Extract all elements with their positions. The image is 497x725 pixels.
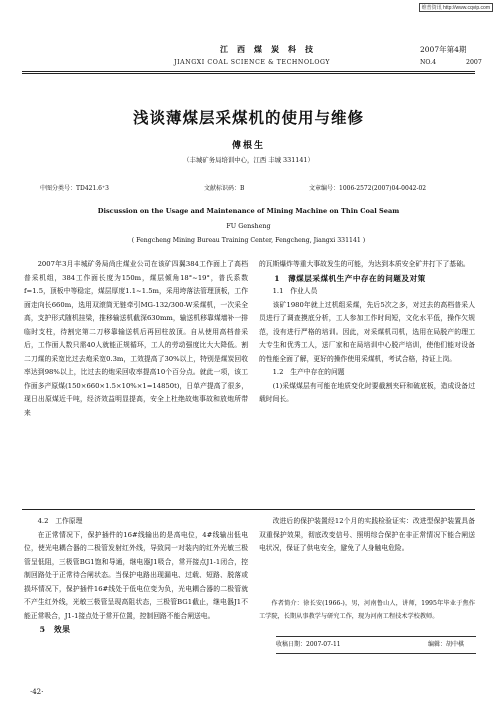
footer-rule	[276, 636, 476, 637]
section-1-2-paragraph: (1)采煤煤层有可能在地质变化时要截割夹矸和破底板，造成设备过载时间长。	[259, 381, 475, 404]
received-date: 收稿日期：2007-07-11	[276, 641, 341, 648]
page-number: ·42·	[30, 688, 44, 696]
section-1-1-heading: 1.1 作业人员	[272, 287, 318, 296]
bottom-left-column	[24, 515, 248, 685]
section-1-heading: 1 薄煤层采煤机生产中存在的问题及对策	[274, 273, 426, 283]
author-bio: 作者简介：徐长安(1966-)，男，河南鲁山人，讲师，1995年毕业于焦作工学院，长期从事教学与研究工作，现为河南工程技术学校教师。	[259, 600, 475, 620]
number-label: NO.4	[420, 59, 437, 66]
conclusion-paragraph: 改进后的保护装置经12个月的实践检验证实：改进型保护装置具备双重保护效果，彻底改变信号、照明综合保护在非正常情况下能合闸送电状况，保证了供电安全，避免了人身触电危险。	[259, 517, 475, 553]
section-4-2-heading: 4.2 工作原理	[37, 517, 83, 525]
section-4-2-paragraph: 在正常情况下，保护插件的16#线输出的是高电位，4#线输出低电位，使光电耦合器的二极管发射红外线，导致同一对装内的红外光敏三极管呈低阻，三极管BG1饱和导通，继电器J1吸合，常开接点J1-1闭合，控制回路处于正常待合闸状态。当保护电路出现漏电、过载、短路、脱落或损坏情况下，保护插件16#线处于低电位变为负，光电耦合器的二极管就不产生红外线，光敏三极管呈现高阻状态，三极管BG1截止，继电器J1不能正常吸合，J1-1接点处于常开位置，控制回路不能合闸送电。	[24, 530, 248, 620]
section-1-1-paragraph: 该矿1980年就上过机组采煤，先后5次之多，对过去的高档普采人员进行了调查摸底分析，工人参加工作时间短，文化水平低，操作欠规范，没有进行严格的培训。因此，对采煤机司机，选用在局脱产的理工大专生和优秀工人，送厂家和在局培训中心脱产培训，使他们能对设备的性能全面了解，更好的操作使用采煤机，考试合格，持证上岗。	[259, 300, 475, 363]
section-1-2-heading: 1.2 生产中存在的问题	[272, 368, 345, 377]
watermark: 维普资讯 http://www.cqvip.com	[419, 3, 493, 12]
left-column	[24, 258, 248, 494]
bottom-right-column	[259, 515, 475, 595]
intro-paragraph: 2007年3月丰城矿务局尚庄煤业公司在该矿四翼384工作面上了高档普采机组，384工作面长度为150m，煤层倾角18°~19°，普氏系数f=1.5，顶板中等稳定，煤层厚度1.1~1.5m，采用垮落法管理顶板，工作面走向长660m，选用双滚筒无链牵引MG-132/300-W采煤机，一次采全高，支护形式随机挂梁，推移输送机截深630mm，输送机移靠煤墙补一排临时支柱，待割完第二刀移靠输送机后再回柱放顶。自从使用高档普采后，工作面人数只需40人就能正规循环，工人的劳动强度比大大降低。割二刀煤的采宽比过去炮采宽0.3m，工效提高了30%以上，特别是煤炭回收率达到98%以上，比过去的炮采回收率提高10个百分点。就此一项，该工作面多产原煤(150×660×1.5×10%×1=14850t)，日单产提高了很多，现日出原煤近千吨，经济效益明显提高，安全上杜绝故炮事故和放炮所带来	[24, 260, 248, 418]
header-rule	[22, 71, 475, 72]
paper-affiliation: （丰城矿务局培训中心，江西 丰城 331141）	[183, 156, 314, 164]
journal-title-cn: 江西煤炭科技	[220, 44, 322, 54]
year-label: 2007	[466, 59, 482, 66]
intro-continuation: 的瓦斯爆炸等重大事故发生的可能，为达到本质安全矿井打下了基础。	[259, 260, 470, 268]
editor-name: 编辑：胡中棋	[428, 641, 465, 648]
article-id: 文章编号：1006-2572(2007)04-0042-02	[309, 185, 427, 192]
section-5-heading: 5 效果	[39, 625, 71, 635]
section-separator	[22, 509, 475, 510]
paper-title: 浅谈薄煤层采煤机的使用与维修	[132, 108, 364, 127]
journal-number	[420, 59, 482, 66]
header-rule-2	[22, 73, 475, 74]
clc-number: 中图分类号：TD421.6⁺3	[40, 185, 109, 192]
paper-affiliation-en: ( Fengcheng Mining Bureau Training Center, Fengcheng, Jiangxi 331141 )	[131, 237, 366, 244]
journal-title-en: JIANGXI COAL SCIENCE & TECHNOLOGY	[174, 59, 331, 66]
paper-author-en: FU Gensheng	[226, 222, 271, 230]
author-info	[259, 598, 475, 623]
paper-title-en: Discussion on the Usage and Maintenance of Mining Machine on Thin Coal Seam	[97, 207, 400, 215]
footer-rule-2	[276, 653, 476, 654]
paper-author: 傅根生	[231, 141, 265, 151]
journal-issue: 2007年第4期	[420, 45, 467, 54]
right-column	[259, 258, 475, 494]
doc-code: 文献标识码：B	[204, 185, 245, 192]
